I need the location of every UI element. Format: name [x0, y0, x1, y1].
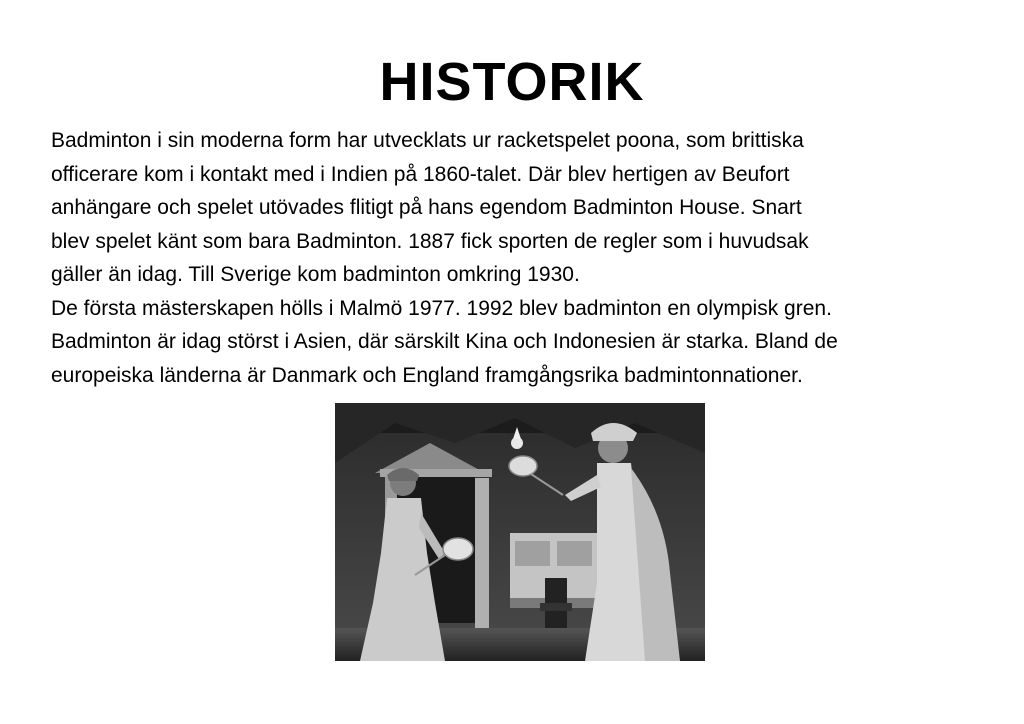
- paragraph-line: anhängare och spelet utövades flitigt på hans egendom Badminton House. Snart: [51, 196, 802, 219]
- paragraph-line: officerare kom i kontakt med i Indien på 1860-talet. Där blev hertigen av Beufort: [51, 162, 790, 186]
- paragraph-line: Badminton i sin moderna form har utvecklats ur racketspelet poona, som brittiska: [51, 129, 804, 152]
- history-paragraph: [51, 124, 991, 392]
- paragraph-line: gäller än idag. Till Sverige kom badminton omkring 1930.: [51, 263, 580, 286]
- historical-badminton-photo: [335, 403, 705, 661]
- paragraph-line: blev spelet känt som bara Badminton. 1887 fick sporten de regler som i huvudsak: [51, 229, 809, 253]
- paragraph-line: Badminton är idag störst i Asien, där särskilt Kina och Indonesien är starka. Bland de: [51, 330, 838, 353]
- paragraph-line: europeiska länderna är Danmark och England framgångsrika badmintonnationer.: [51, 363, 803, 387]
- paragraph-line: De första mästerskapen hölls i Malmö 1977. 1992 blev badminton en olympisk gren.: [51, 296, 832, 320]
- page-title: HISTORIK: [379, 52, 645, 112]
